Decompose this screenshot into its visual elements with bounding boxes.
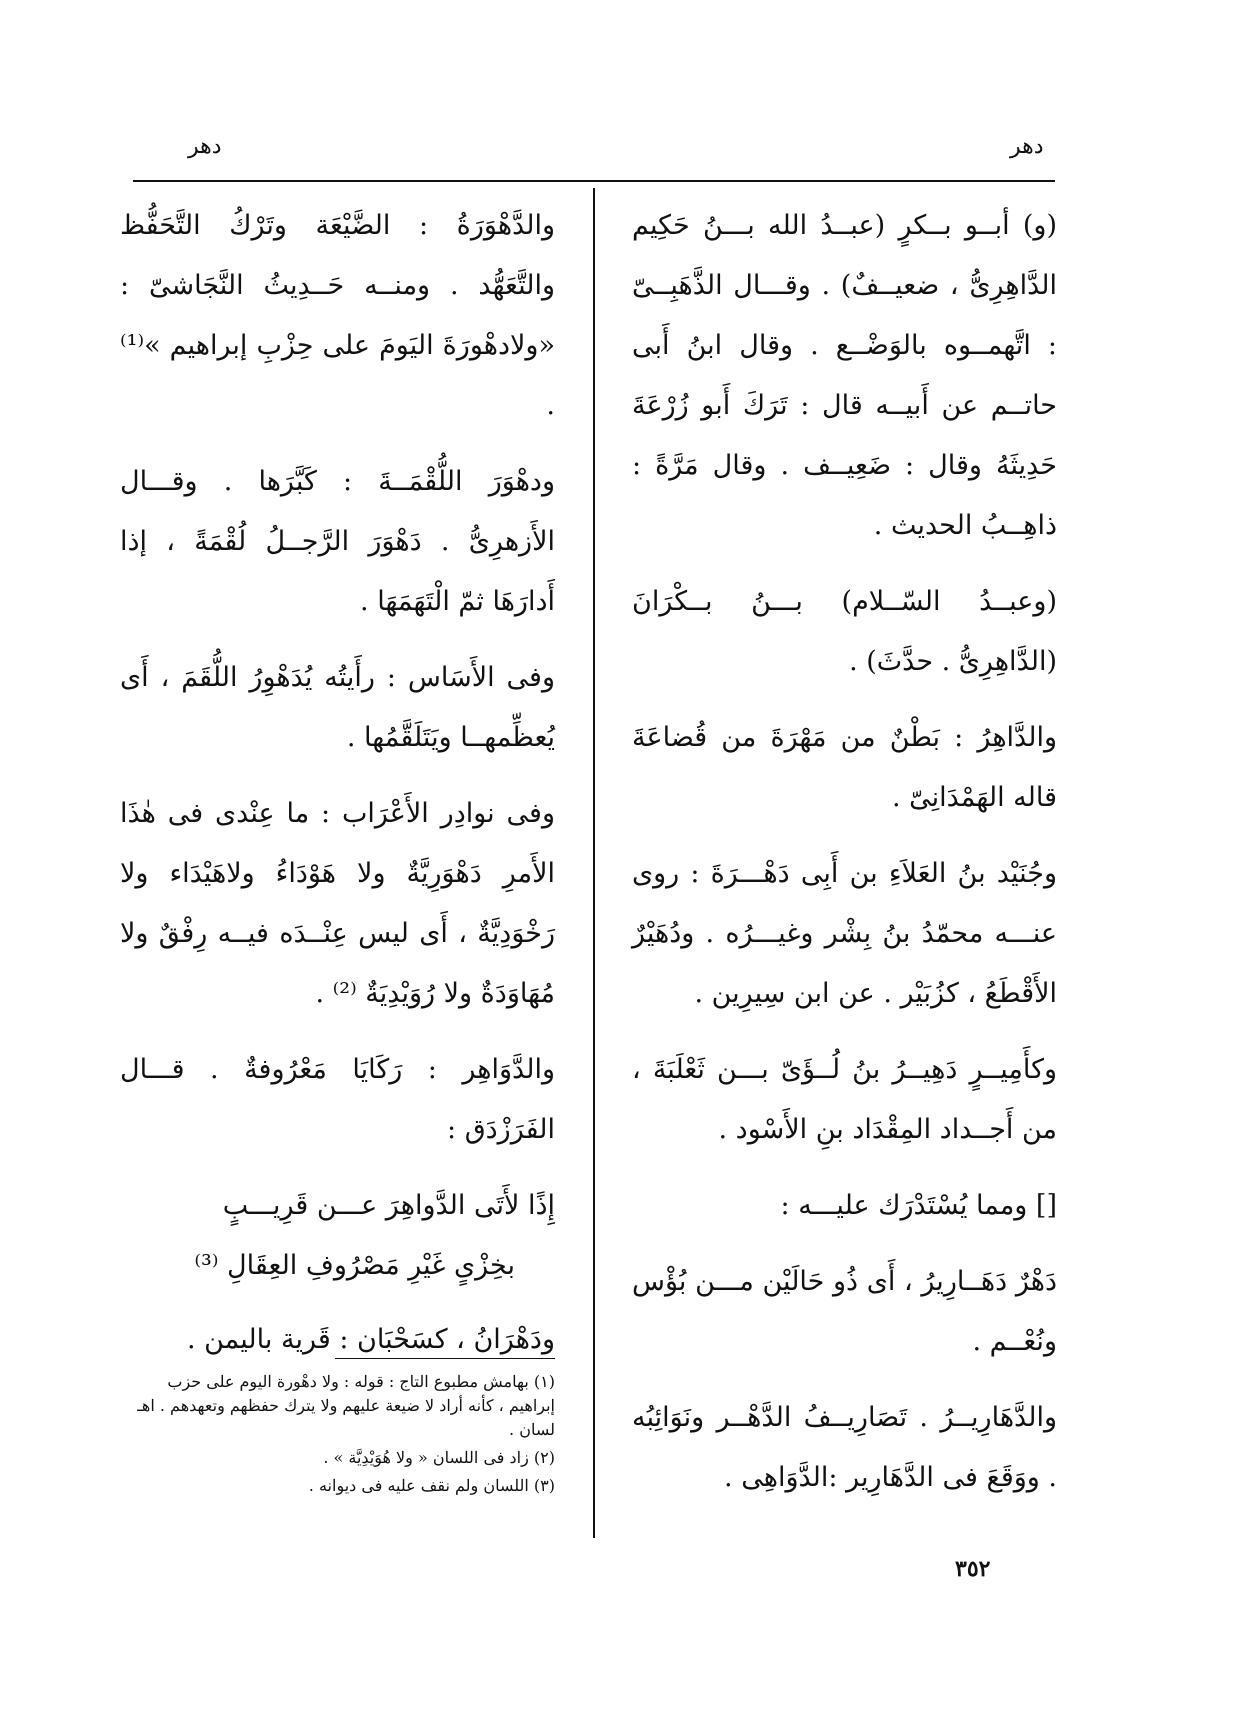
verse-hemistich-1: إِذًا لأَتَى الدَّواهِرَ عـــن قَرِيـــبٍ [222,1190,555,1221]
entry-paragraph: والدَّوَاهِر : رَكَايَا مَعْرُوفةٌ . قـــال الفَرَزْدَق : [120,1054,555,1145]
right-column [632,196,1057,1524]
page-number: ٣٥٢ [955,1556,991,1582]
entry-paragraph: وفى نوادِر الأَعْرَاب : ما عِنْدى فى هٰذَا الأَمرِ دَهْوَرِيَّةٌ ولا هَوْدَاءُ ولاهَيْدَاء ولا رَخْوَدِيَّةٌ ، أَى ليس عِنْــدَه فيــه رِفْقٌ ولا مُهَاوَدَةٌ ولا رُوَيْدِيَةٌ ⁽²⁾ . [120,798,555,1009]
entry-paragraph: وفى الأَسَاس : رأَيتُه يُدَهْوِرُ اللُّقَمَ ، أَى يُعظِّمهــا ويَتَلَقَّمُها . [120,662,555,753]
entry-paragraph: وكأَمِيــرٍ دَهِيــرُ بنُ لُــؤَىّ بـــن ثَعْلَبَةَ ، من أَجــداد المِقْدَاد بنِ الأَسْود . [632,1054,1057,1145]
entry-paragraph: دَهْرٌ دَهَــارِيرُ ، أَى ذُو حَالَيْن مـــن بُؤْس ونُعْــم . [632,1266,1057,1357]
footnote-2: (٢) زاد فى اللسان « ولا هُوَيْدِيَّة » . [323,1448,555,1467]
addendum-heading: [] ومما يُسْتَدْرَك عليـــه : [780,1190,1057,1221]
footnotes [120,1370,555,1502]
column-divider [593,188,595,1538]
entry-paragraph: والدَّهَارِيــرُ . تَصَارِيــفُ الدَّهْــر ونَوَائِبُه . ووَقَعَ فى الدَّهَارِير :الدَّوَاهِى . [632,1402,1057,1493]
header-rule [133,180,1055,182]
entry-paragraph: (وعبــدُ السّــلام) بـــنُ بــكْرَانَ (الدَّاهِرِىُّ . حدَّثَ) . [632,586,1057,677]
entry-paragraph: ودَهْرَانُ ، كسَحْبَان : قَرية باليمن . [186,1324,555,1355]
footnote-1: (١) بهامش مطبوع التاج : قوله : ولا دهْورة اليوم على حزب إبراهيم ، كأنه أراد لا ضيعة عليهم ولا يترك حفظهم وتعهدهم . اهـ لسان . [137,1372,555,1439]
entry-paragraph: والدَّاهِرُ : بَطْنٌ من مَهْرَةَ من قُضاعَةَ قاله الهَمْدَانِىّ . [632,722,1057,813]
footnote-3: (٣) اللسان ولم نقف عليه فى ديوانه . [308,1476,555,1495]
entry-paragraph: ودهْوَرَ اللُّقْمَــةَ : كَبَّرَها . وقـــال الأَزهرِىُّ . دَهْوَرَ الرَّجــلُ لُقْمَةً ، إذا أَدارَهَا ثمّ الْتَهَمَهَا . [120,466,555,617]
running-head-right: دهر [1010,134,1044,159]
running-head-left: دهر [188,134,222,159]
entry-paragraph: (و) أبــو بــكرٍ (عبــدُ الله بـــنُ حَكِيم الدَّاهِرِىُّ ، ضعيــفٌ) . وقـــال الذَّهَبِــىّ : اتَّهمــوه بالوَضْــع . وقال ابنُ أَبى حاتــم عن أَبيــه قال : تَرَكَ أَبو زُرْعَةَ حَدِيثَهُ وقال : ضَعِيــف . وقال مَرَّةً : ذاهِــبُ الحديث . [632,210,1057,541]
entry-paragraph: وجُنَيْد بنُ العَلاَءِ بن أَبِى دَهْـــرَةَ : روى عنـــه محمّدُ بنُ بِشْر وغيـــرُه . ودُهَيْرٌ الأَقْطَعُ ، كزُبَيْر . عن ابن سِيرِين . [632,858,1057,1009]
left-column [120,196,555,1386]
entry-paragraph: والدَّهْوَرَةُ : الضَّيْعَة وتَرْكُ التَّحَفُّظ والتَّعَهُّد . ومنــه حَــدِيثُ النَّجَاشىّ : «ولادهْورَةَ اليَومَ على حِزْبِ إبراهيم »⁽¹⁾ . [120,210,555,421]
poem-verse [120,1176,555,1296]
verse-hemistich-2: بخِزْىٍ غَيْرِ مَصْرُوفِ العِقَالِ ⁽³⁾ [194,1250,515,1281]
footnote-rule [335,1358,555,1359]
